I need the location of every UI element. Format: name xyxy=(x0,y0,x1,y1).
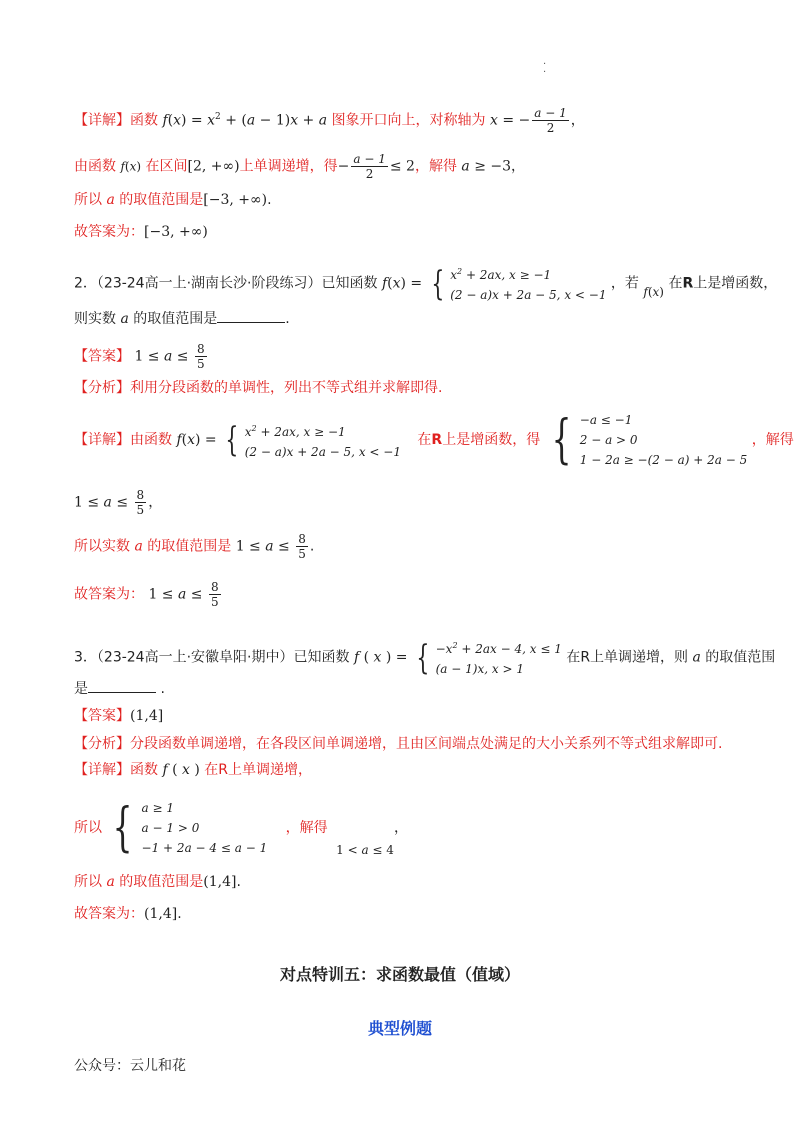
q2-final-line: 故答案为： 1 ≤ a ≤ $\frac{8}{5}$ xyxy=(74,580,219,609)
q3-question: 3．（23-24高一上·安徽阜阳·期中）已知函数 f ( x ) = { $-x^2 + 2ax - 4$, x ≤ 1 (a − 1)x, x > 1 在R上单调递增，则 a 的取值范围 xyxy=(74,637,776,678)
section-title: 对点特训五：求函数最值（值域） xyxy=(279,965,520,984)
q2-analysis-line: 【分析】利用分段函数的单调性，列出不等式组并求解即得. xyxy=(74,380,443,396)
q3-question-line2: 是 . xyxy=(74,678,165,699)
q3-system-line: 所以 { a ≥ 1 a − 1 > 0 −1 + 2a − 4 ≤ a − 1 ，解得 1 < a ≤ 4， xyxy=(74,798,408,858)
p1-answer-line: 故答案为：[−3, +∞) xyxy=(74,224,208,240)
p1-detail-line: 【详解】函数 $f(x) = x^2 + (a - 1)x + a$ 图象开口向上，对称轴为 x = − $\frac{a - 1}{2}$ ， xyxy=(74,106,585,135)
q3-answer-line: 【答案】(1,4] xyxy=(74,708,164,724)
answer-blank[interactable] xyxy=(217,308,285,323)
p1-line2: 由函数 f(x) 在区间[2, +∞)上单调递增，得− $\frac{a - 1}{2}$ ≤ 2，解得 a ≥ −3， xyxy=(74,152,526,181)
q2-result-line: 所以实数 a 的取值范围是 1 ≤ a ≤ $\frac{8}{5}$ . xyxy=(74,532,315,561)
q2-question: 2．（23-24高一上·湖南长沙·阶段练习）已知函数 f(x) = { $x^2 + 2ax$, x ≥ −1 (2 − a)x + 2a − 5, x < −1 ，若 f(x) 在R上是增函数， xyxy=(74,263,778,304)
section-subtitle: 典型例题 xyxy=(367,1019,432,1038)
q3-final-line: 故答案为：(1,4]. xyxy=(74,906,182,922)
detail-tag: 【详解】 xyxy=(74,112,130,129)
q2-question-line2: 则实数 a 的取值范围是 . xyxy=(74,308,290,329)
q2-answer-line: 【答案】 1 ≤ a ≤ $\frac{8}{5}$ xyxy=(74,342,205,371)
answer-blank[interactable] xyxy=(88,678,156,693)
header-mark: . . xyxy=(543,56,547,75)
q3-detail-line: 【详解】函数 f ( x ) 在R上单调递增， xyxy=(74,762,313,778)
math-fx-def: f xyxy=(162,112,168,129)
q2-piecewise: { $x^2 + 2ax$, x ≥ −1 (2 − a)x + 2a − 5, x < −1 xyxy=(430,263,607,304)
q2-detail-line: 【详解】由函数 f(x) = { $x^2 + 2ax$, x ≥ −1 (2 − a)x + 2a − 5, x < −1 在R上是增函数，得 { −a ≤ −1 2 − a > 0 1 − 2a ≥ −(2 − a) + 2a − 5 ，解得 xyxy=(74,410,794,470)
p1-line3: 所以 a 的取值范围是[−3, +∞). xyxy=(74,192,272,208)
q2-solution: 1 ≤ a ≤ $\frac{8}{5}$ ， xyxy=(74,488,163,517)
footer-text: 公众号：云儿和花 xyxy=(74,1058,186,1074)
q3-analysis-line: 【分析】分段函数单调递增，在各段区间单调递增，且由区间端点处满足的大小关系列不等式组求解即可. xyxy=(74,736,723,752)
q3-result-line: 所以 a 的取值范围是(1,4]. xyxy=(74,874,241,890)
